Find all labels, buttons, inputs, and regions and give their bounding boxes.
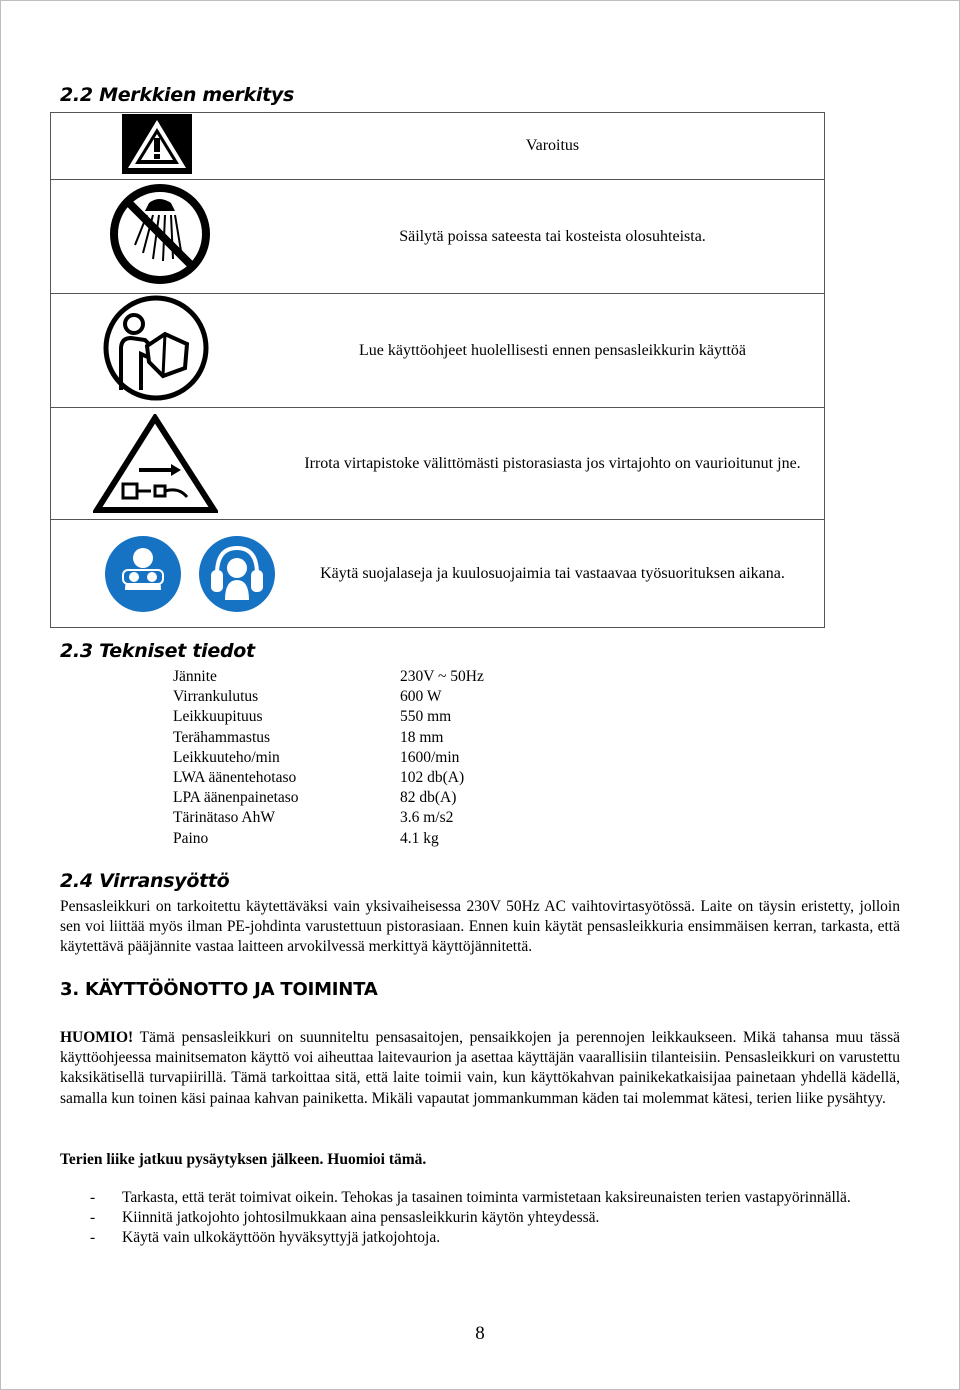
spec-label: Tärinätaso AhW: [173, 809, 276, 827]
sign-text: Käytä suojalaseja ja kuulosuojaimia tai vastaavaa työsuorituksen aikana.: [281, 520, 825, 628]
list-marker: -: [90, 1209, 96, 1227]
sign-image-cell: [51, 294, 282, 408]
no-rain-icon: [51, 183, 281, 290]
spec-row: [173, 829, 484, 849]
spec-label: Leikkuuteho/min: [173, 748, 280, 766]
bold-warning-line: Terien liike jatkuu pysäytyksen jälkeen. Huomioi tämä.: [60, 1151, 427, 1168]
sign-text: Varoitus: [281, 113, 825, 180]
spec-label: Virrankulutus: [173, 688, 259, 706]
sign-row: [51, 294, 825, 408]
spec-value: 4.1 kg: [400, 829, 439, 847]
list-item: [60, 1188, 900, 1208]
spec-row: [173, 707, 484, 727]
section-heading-operation: 3. KÄYTTÖÖNOTTO JA TOIMINTA: [60, 979, 378, 1000]
list-item-text: Tarkasta, että terät toimivat oikein. Tehokas ja tasainen toiminta varmistetaan kaksireunaisten terien vastapyörinnällä.: [122, 1189, 851, 1206]
list-marker: -: [90, 1189, 96, 1206]
earmuffs-icon: [197, 534, 277, 614]
sign-row: [51, 113, 825, 180]
spec-row: [173, 788, 484, 808]
sign-row: [51, 408, 825, 520]
unplug-warning-icon: [51, 408, 281, 519]
spec-value: 3.6 m/s2: [400, 809, 454, 827]
spec-value: 550 mm: [400, 708, 452, 726]
specs-list: [173, 667, 484, 849]
power-paragraph: Pensasleikkuri on tarkoitettu käytettäväksi vain yksivaiheisessa 230V 50Hz AC vaihtovirtasyötössä. Laite on täysin eristetty, jolloin sen voi liittää myös ilman PE-johdinta varustettuun pistorasiaan. Ennen kuin käytät pensasleikkuria ensimmäisen kerran, tarkasta, että käytettävä pääjännite vastaa laitteen arvokilvessä merkittyä käyttöjännitettä.: [60, 898, 900, 956]
section-heading-markings: 2.2 Merkkien merkitys: [60, 84, 294, 106]
instruction-list: [60, 1188, 900, 1249]
sign-text: Säilytä poissa sateesta tai kosteista olosuhteista.: [281, 180, 825, 294]
spec-label: LPA äänenpainetaso: [173, 789, 299, 807]
spec-value: 18 mm: [400, 728, 444, 746]
spec-value: 600 W: [400, 688, 442, 706]
spec-row: [173, 687, 484, 707]
spec-label: LWA äänentehotaso: [173, 769, 297, 787]
spec-label: Leikkuupituus: [173, 708, 263, 726]
spec-row: [173, 768, 484, 788]
spec-value: 82 db(A): [400, 789, 457, 807]
list-marker: -: [90, 1229, 96, 1247]
sign-image-cell: [51, 113, 282, 180]
signs-table: [50, 112, 825, 628]
section-heading-power: 2.4 Virransyöttö: [60, 870, 230, 892]
goggles-icon: [103, 534, 183, 614]
sign-row: [51, 180, 825, 294]
spec-row: [173, 748, 484, 768]
list-item: [60, 1228, 900, 1248]
spec-row: [173, 728, 484, 748]
note-text: Tämä pensasleikkuri on suunniteltu pensasaitojen, pensaikkojen ja perennojen leikkaukseen. Mikä tahansa muu tässä käyttöohjeessa mainitsematon käyttö voi aiheuttaa laitevaurion ja asettaa käyttäjän vaarallisiin tilanteisiin. Pensasleikkuri on varustettu kaksikätisellä turvapiirillä. Tämä tarkoittaa sitä, että laite toimii vain, kun käyttökahvan painikekatkaisijaa painetaan yhdellä kädellä, samalla kun toinen käsi painaa kahvan painiketta. Mikäli vapautat jommankumman käden tai molemmat kätesi, terien liike pysähtyy.: [60, 1029, 900, 1107]
spec-value: 1600/min: [400, 748, 460, 766]
sign-image-cell: [51, 408, 282, 520]
list-item-text: Kiinnitä jatkojohto johtosilmukkaan aina pensasleikkurin käytön yhteydessä.: [122, 1209, 600, 1227]
read-manual-icon: [51, 294, 281, 407]
sign-row: [51, 520, 825, 628]
spec-row: [173, 808, 484, 828]
spec-label: Terähammastus: [173, 728, 271, 746]
sign-image-cell: [51, 520, 282, 628]
spec-value: 230V ~ 50Hz: [400, 668, 484, 685]
goggles-and-earmuffs-icon: [51, 534, 281, 614]
note-label: HUOMIO!: [60, 1029, 134, 1046]
list-item-text: Käytä vain ulkokäyttöön hyväksyttyjä jatkojohtoja.: [122, 1229, 441, 1247]
sign-text: Lue käyttöohjeet huolellisesti ennen pensasleikkurin käyttöä: [281, 294, 825, 408]
sign-image-cell: [51, 180, 282, 294]
page-number: 8: [475, 1323, 485, 1344]
warning-icon: [51, 114, 281, 179]
spec-label: Paino: [173, 829, 209, 847]
spec-label: Jännite: [173, 668, 217, 685]
spec-value: 102 db(A): [400, 769, 465, 787]
operation-paragraph: [60, 1028, 900, 1109]
spec-row: [173, 667, 484, 687]
list-item: [60, 1208, 900, 1228]
section-heading-technical: 2.3 Tekniset tiedot: [60, 640, 255, 662]
sign-text: Irrota virtapistoke välittömästi pistorasiasta jos virtajohto on vaurioitunut jne.: [281, 408, 825, 520]
